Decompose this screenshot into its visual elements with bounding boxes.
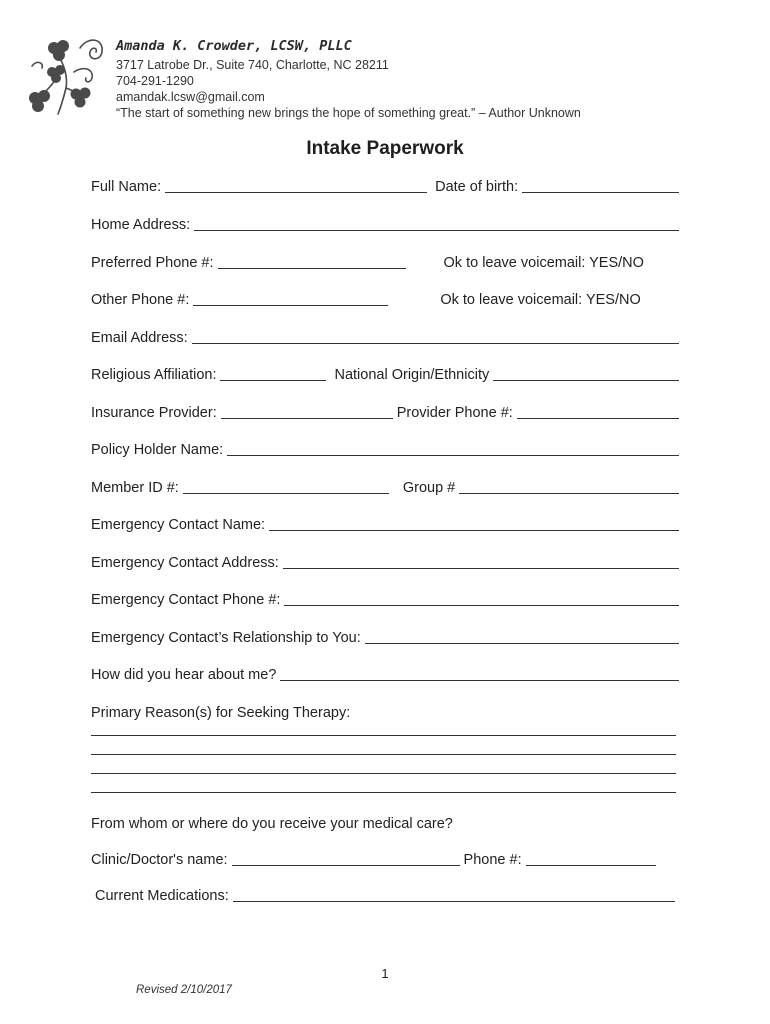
practice-name: Amanda K. Crowder, LCSW, PLLC <box>116 38 352 54</box>
member-id-label: Member ID #: <box>91 480 179 496</box>
row-home-address <box>91 211 679 233</box>
full-name-field[interactable] <box>165 175 427 193</box>
row-preferred-phone <box>91 249 679 271</box>
page-number: 1 <box>381 966 389 981</box>
heard-about-label: How did you hear about me? <box>91 667 277 683</box>
current-medications-field[interactable] <box>233 884 675 902</box>
voicemail-other-label[interactable]: Ok to leave voicemail: YES/NO <box>440 292 641 308</box>
row-policy-holder <box>91 436 679 458</box>
row-emergency-address <box>91 549 679 571</box>
clinic-phone-label: Phone #: <box>463 852 522 868</box>
row-member-group <box>91 474 679 496</box>
home-address-field[interactable] <box>194 213 679 231</box>
practice-header <box>116 38 581 121</box>
emergency-address-label: Emergency Contact Address: <box>91 555 279 571</box>
preferred-phone-label: Preferred Phone #: <box>91 255 214 271</box>
other-phone-label: Other Phone #: <box>91 292 190 308</box>
practice-address: 3717 Latrobe Dr., Suite 740, Charlotte, NC 28211 <box>116 58 389 72</box>
emergency-phone-field[interactable] <box>284 588 679 606</box>
clover-logo <box>24 26 110 122</box>
emergency-phone-label: Emergency Contact Phone #: <box>91 592 281 608</box>
policy-holder-field[interactable] <box>227 438 679 456</box>
row-heard-about <box>91 661 679 683</box>
clinic-phone-field[interactable] <box>526 848 656 866</box>
insurance-provider-label: Insurance Provider: <box>91 405 217 421</box>
religious-affiliation-label: Religious Affiliation: <box>91 367 217 383</box>
practice-quote: “The start of something new brings the hope of something great.” – Author Unknown <box>116 106 581 120</box>
national-origin-label: National Origin/Ethnicity <box>334 367 490 383</box>
primary-reasons-label: Primary Reason(s) for Seeking Therapy: <box>91 705 351 721</box>
revised-date: Revised 2/10/2017 <box>136 984 232 996</box>
row-emergency-name <box>91 511 679 533</box>
provider-phone-label: Provider Phone #: <box>396 405 513 421</box>
provider-phone-field[interactable] <box>517 401 679 419</box>
row-medical-care <box>91 810 679 832</box>
row-medications <box>95 882 675 904</box>
medical-care-label: From whom or where do you receive your medical care? <box>91 816 453 832</box>
heard-about-field[interactable] <box>280 663 679 681</box>
date-of-birth-label: Date of birth: <box>435 179 519 195</box>
date-of-birth-field[interactable] <box>522 175 679 193</box>
preferred-phone-field[interactable] <box>218 251 406 269</box>
emergency-address-field[interactable] <box>283 551 679 569</box>
group-label: Group # <box>402 480 456 496</box>
full-name-label: Full Name: <box>91 179 162 195</box>
reasons-line-4[interactable] <box>91 792 676 793</box>
practice-phone: 704-291-1290 <box>116 74 194 88</box>
reasons-line-3[interactable] <box>91 773 676 774</box>
current-medications-label: Current Medications: <box>95 888 229 904</box>
clinic-name-label: Clinic/Doctor's name: <box>91 852 228 868</box>
reasons-line-2[interactable] <box>91 754 676 755</box>
voicemail-preferred-label[interactable]: Ok to leave voicemail: YES/NO <box>443 255 644 271</box>
other-phone-field[interactable] <box>193 288 388 306</box>
row-full-name <box>91 173 679 195</box>
emergency-relationship-label: Emergency Contact’s Relationship to You: <box>91 630 361 646</box>
row-religion-ethnicity <box>91 361 679 383</box>
row-emergency-phone <box>91 586 679 608</box>
policy-holder-label: Policy Holder Name: <box>91 442 224 458</box>
home-address-label: Home Address: <box>91 217 191 233</box>
national-origin-field[interactable] <box>493 363 679 381</box>
clinic-name-field[interactable] <box>232 848 460 866</box>
row-emergency-relationship <box>91 624 679 646</box>
emergency-name-label: Emergency Contact Name: <box>91 517 266 533</box>
row-insurance <box>91 399 679 421</box>
row-clinic <box>91 846 679 868</box>
reasons-line-1[interactable] <box>91 735 676 736</box>
row-email <box>91 324 679 346</box>
religious-affiliation-field[interactable] <box>220 363 326 381</box>
form-title: Intake Paperwork <box>306 138 464 159</box>
insurance-provider-field[interactable] <box>221 401 393 419</box>
emergency-name-field[interactable] <box>269 513 679 531</box>
member-id-field[interactable] <box>183 476 389 494</box>
emergency-relationship-field[interactable] <box>365 626 679 644</box>
row-other-phone <box>91 286 679 308</box>
practice-email: amandak.lcsw@gmail.com <box>116 90 265 104</box>
email-address-field[interactable] <box>192 326 679 344</box>
group-field[interactable] <box>459 476 679 494</box>
email-address-label: Email Address: <box>91 330 188 346</box>
row-primary-reasons <box>91 699 679 721</box>
